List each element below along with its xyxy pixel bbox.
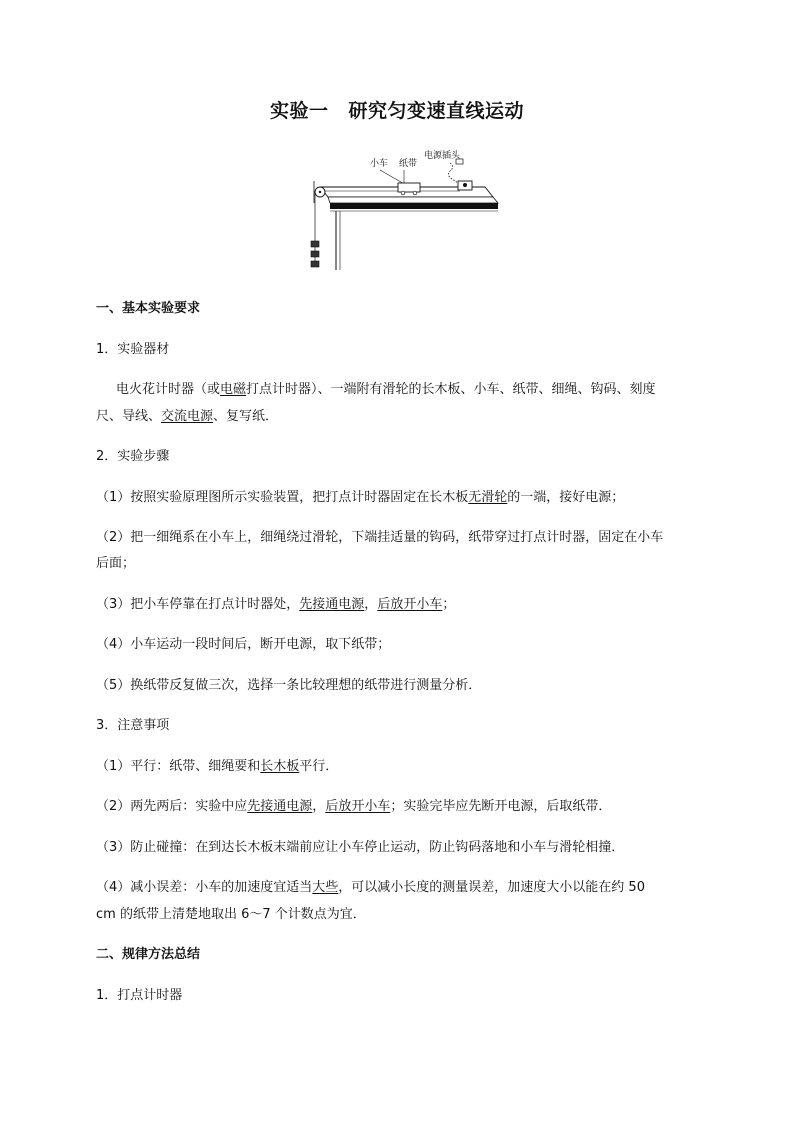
- text-run: （3）把小车停靠在打点计时器处，: [96, 597, 300, 612]
- text-run: 打点计时器）、一端附有滑轮的长木板、小车、纸带、细绳、钩码、刻度: [246, 382, 656, 397]
- underlined-term: 后放开小车: [377, 597, 443, 612]
- note-3: （3）防止碰撞：在到达长木板末端前应让小车停止运动，防止钩码落地和小车与滑轮相撞．: [96, 840, 625, 855]
- underlined-term: 长木板: [260, 759, 300, 774]
- text-run: 的一端，接好电源；: [507, 490, 625, 505]
- step-2-line-1: （2）把一细绳系在小车上，细绳绕过滑轮，下端挂适量的钩码，纸带穿过打点计时器，固定在小车: [96, 530, 664, 545]
- step-1: [96, 487, 706, 509]
- note-2: [96, 796, 706, 818]
- note-4-line-2: cm 的纸带上清楚地取出 6～7 个计数点为宜．: [96, 907, 366, 922]
- text-run: ，: [364, 597, 378, 612]
- underlined-term: 大些: [312, 880, 339, 895]
- materials-line-2: [96, 406, 706, 428]
- underlined-term: 无滑轮: [468, 490, 508, 505]
- step-2-line-2: 后面；: [96, 556, 136, 571]
- text-run: 尺、导线、: [96, 409, 162, 424]
- label-plug: 电源插头: [424, 151, 461, 161]
- apparatus-figure: [300, 145, 500, 275]
- text-run: （1）按照实验原理图所示实验装置，把打点计时器固定在长木板: [96, 490, 469, 505]
- apparatus-diagram: [300, 145, 500, 275]
- section-2-heading: 二、规律方法总结: [96, 947, 201, 962]
- underlined-term: 后放开小车: [325, 799, 391, 814]
- text-run: ；实验完毕应先断开电源，后取纸带．: [390, 799, 612, 814]
- item-3-heading: 3．注意事项: [96, 718, 170, 733]
- item-2-heading: 2．实验步骤: [96, 449, 170, 464]
- underlined-term: 先接通电源: [247, 799, 313, 814]
- table-top: [330, 203, 498, 209]
- text-run: （2）两先两后：实验中应: [96, 799, 248, 814]
- materials-line-1: [96, 379, 706, 401]
- note-4-line-1: [96, 877, 706, 899]
- section-2-item-1-heading: 1．打点计时器: [96, 988, 183, 1003]
- underlined-term: 交流电源: [161, 409, 214, 424]
- underlined-term: 电磁: [220, 382, 247, 397]
- text-run: （4）减小误差：小车的加速度宜适当: [96, 880, 313, 895]
- note-1: [96, 756, 706, 778]
- title-part2: 研究匀变速直线运动: [348, 100, 525, 122]
- step-3: [96, 594, 706, 616]
- title-part1: 实验一: [269, 100, 329, 122]
- label-tape: 纸带: [399, 159, 418, 169]
- text-run: （1）平行：纸带、细绳要和: [96, 759, 261, 774]
- item-1-heading: 1．实验器材: [96, 342, 170, 357]
- cart: [398, 183, 420, 192]
- text-run: ；: [442, 597, 456, 612]
- label-car: 小车: [370, 159, 389, 169]
- step-5: （5）换纸带反复做三次，选择一条比较理想的纸带进行测量分析．: [96, 678, 482, 693]
- text-run: ，: [312, 799, 326, 814]
- page-title: [0, 96, 794, 123]
- text-run: 平行．: [299, 759, 339, 774]
- step-4: （4）小车运动一段时间后，断开电源，取下纸带；: [96, 637, 391, 652]
- section-1-heading: 一、基本实验要求: [96, 301, 201, 316]
- text-run: 电火花计时器（或: [116, 382, 221, 397]
- underlined-term: 先接通电源: [299, 597, 365, 612]
- hook-weights: [311, 241, 319, 267]
- text-run: ，可以减小长度的测量误差，加速度大小以能在约 50: [338, 880, 645, 895]
- text-run: 、复写纸．: [213, 409, 279, 424]
